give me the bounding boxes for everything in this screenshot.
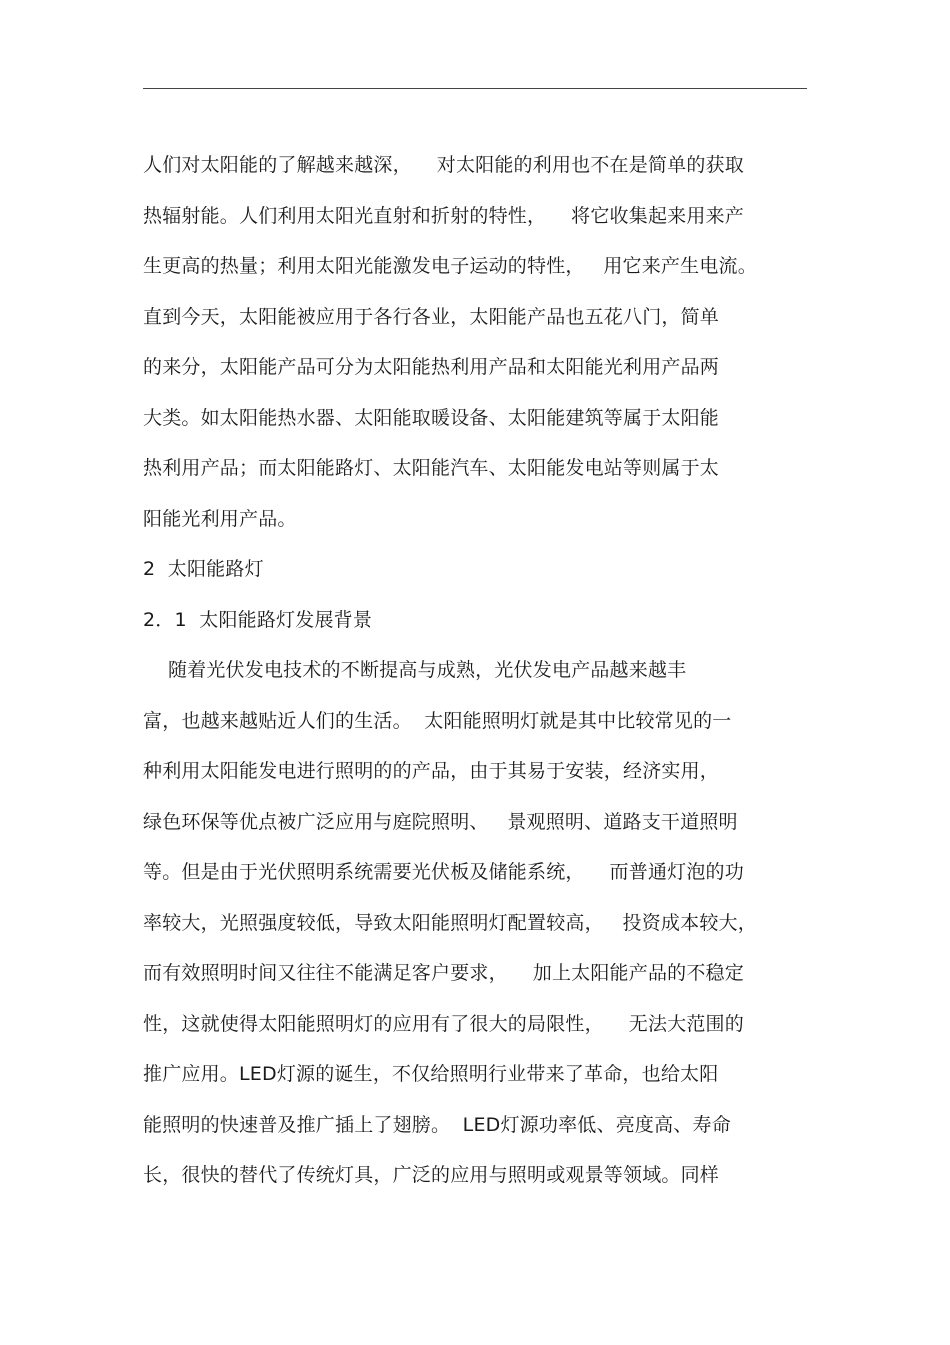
text-line: 绿色环保等优点被广泛应用与庭院照明、 景观照明、道路支干道照明 <box>143 810 738 833</box>
text-line: 性，这就使得太阳能照明灯的应用有了很大的局限性， 无法大范围的 <box>143 1012 744 1035</box>
text-line: 推广应用。LED灯源的诞生，不仅给照明行业带来了革命，也给太阳 <box>143 1063 719 1085</box>
section-heading: 2 太阳能路灯 <box>143 558 264 580</box>
text-line: 热利用产品；而太阳能路灯、太阳能汽车、太阳能发电站等则属于太 <box>143 457 720 479</box>
text-line: 而有效照明时间又往往不能满足客户要求， 加上太阳能产品的不稳定 <box>143 962 744 984</box>
text-line: 大类。如太阳能热水器、太阳能取暖设备、太阳能建筑等属于太阳能 <box>143 406 720 429</box>
text-line: 生更高的热量；利用太阳光能激发电子运动的特性， 用它来产生电流。 <box>143 255 757 277</box>
text-line: 热辐射能。人们利用太阳光直射和折射的特性， 将它收集起来用来产 <box>143 204 744 227</box>
text-line: 人们对太阳能的了解越来越深， 对太阳能的利用也不在是简单的获取 <box>143 154 744 176</box>
body-text <box>143 140 823 1201</box>
text-line: 直到今天，太阳能被应用于各行各业，太阳能产品也五花八门，简单 <box>143 305 720 328</box>
text-line: 阳能光利用产品。 <box>143 507 297 530</box>
text-line: 种利用太阳能发电进行照明的的产品，由于其易于安装，经济实用， <box>143 760 720 782</box>
text-line: 富，也越来越贴近人们的生活。 太阳能照明灯就是其中比较常见的一 <box>143 709 732 732</box>
subsection-heading: 2．1 太阳能路灯发展背景 <box>143 608 373 631</box>
header-rule <box>143 88 807 89</box>
text-line: 率较大，光照强度较低，导致太阳能照明灯配置较高， 投资成本较大， <box>143 911 757 934</box>
text-line: 的来分，太阳能产品可分为太阳能热利用产品和太阳能光利用产品两 <box>143 356 720 378</box>
text-line: 能照明的快速普及推广插上了翅膀。 LED灯源功率低、亮度高、寿命 <box>143 1113 731 1136</box>
text-line: 随着光伏发电技术的不断提高与成熟，光伏发电产品越来越丰 <box>143 659 687 681</box>
text-line: 长，很快的替代了传统灯具，广泛的应用与照明或观景等领域。同样 <box>143 1164 720 1186</box>
text-line: 等。但是由于光伏照明系统需要光伏板及储能系统， 而普通灯泡的功 <box>143 861 744 883</box>
